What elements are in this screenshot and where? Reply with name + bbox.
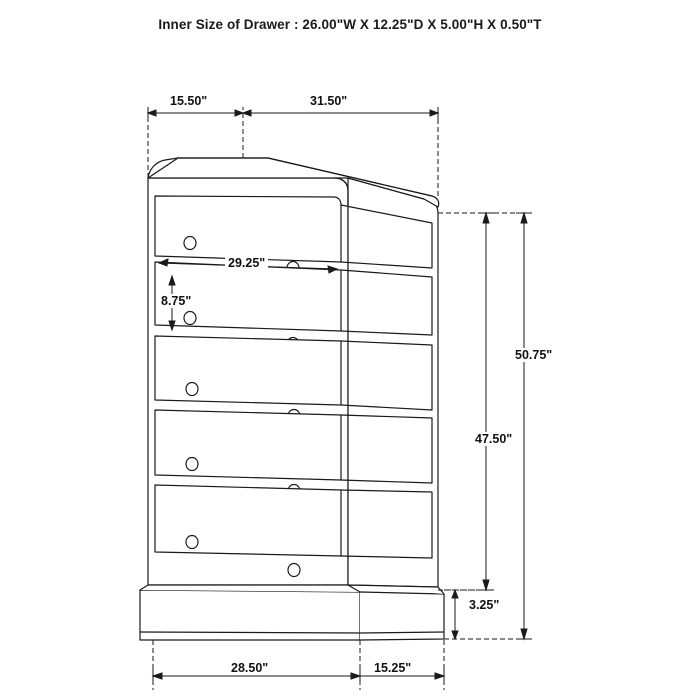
dim-label-base-depth: 15.25": [371, 661, 414, 675]
page-title: Inner Size of Drawer : 26.00"W X 12.25"D X 5.00"H X 0.50"T: [158, 17, 542, 32]
dim-label-drawer-width: 29.25": [225, 256, 268, 270]
dim-label-plinth-height: 3.25": [466, 598, 502, 612]
dim-label-overall-height: 50.75": [512, 348, 555, 362]
dim-label-base-width: 28.50": [228, 661, 271, 675]
dim-label-top-depth: 15.50": [167, 94, 210, 108]
dim-label-top-width: 31.50": [307, 94, 350, 108]
cabinet-side-face: [348, 178, 438, 587]
dim-label-cabinet-height: 47.50": [472, 432, 515, 446]
cabinet-base-plinth: [140, 585, 444, 640]
dim-label-drawer-height: 8.75": [158, 294, 194, 308]
